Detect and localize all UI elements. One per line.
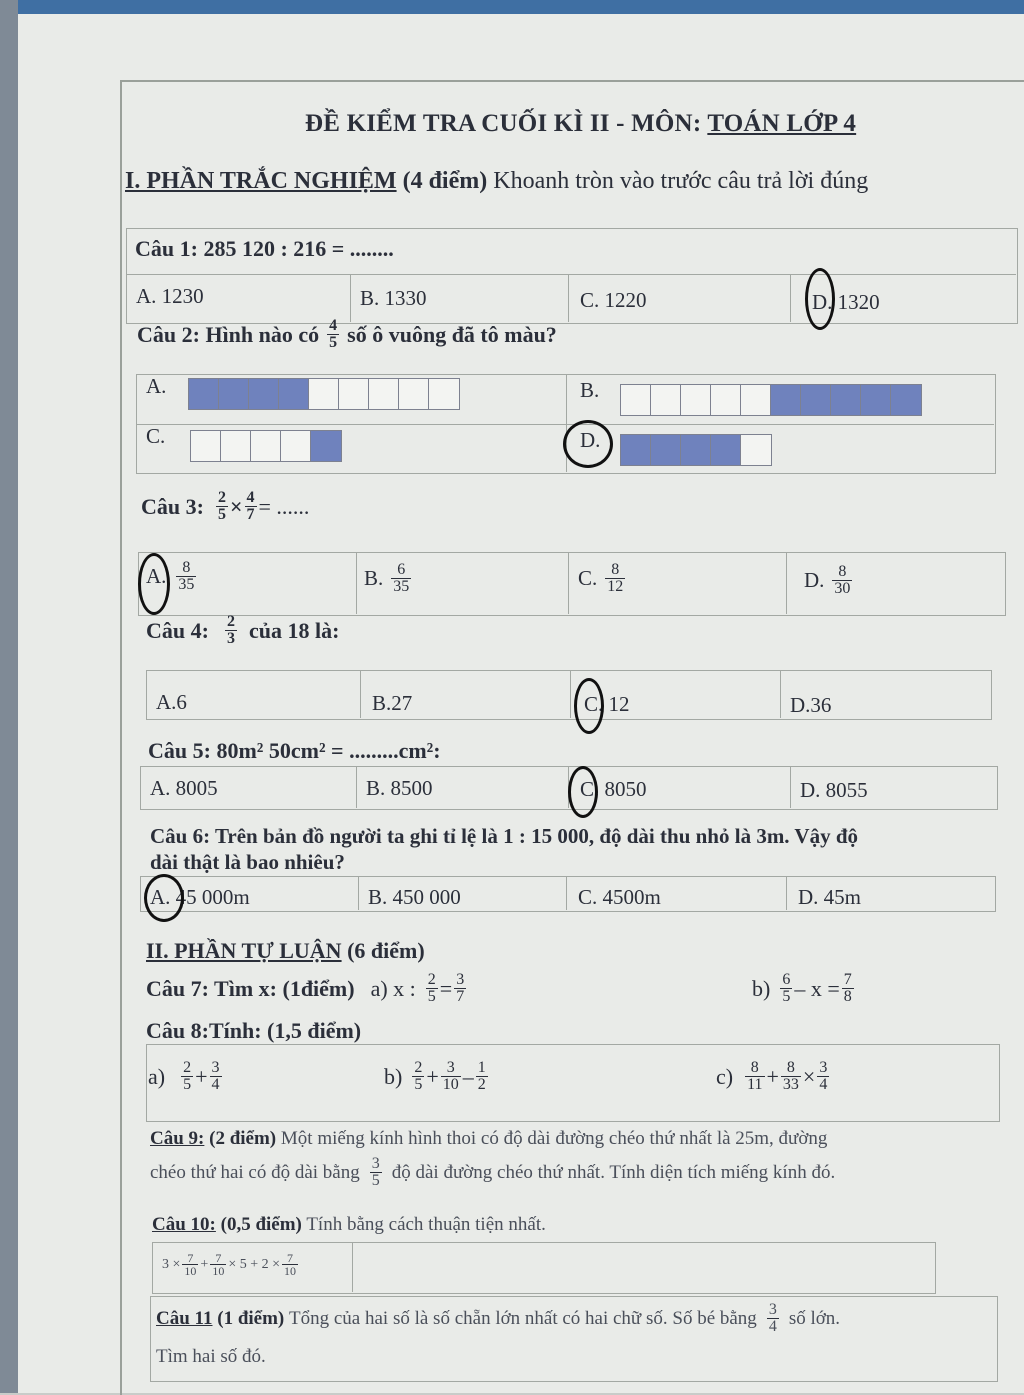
q8-part-a: a) $\frac{2}{5}$ + $\frac{3}{4}$ <box>148 1059 220 1093</box>
q1-option-b[interactable]: B. 1330 <box>360 286 427 310</box>
q2-question: Câu 2: Hình nào có $\frac{4}{5}$ số ô vuông đã tô màu? <box>137 317 557 351</box>
answer-circle-q5 <box>568 766 598 818</box>
q1-question: Câu 1: 285 120 : 216 = ........ <box>135 236 394 261</box>
answer-circle-q6 <box>144 874 184 922</box>
q5-option-c[interactable]: C. 8050 <box>580 777 647 801</box>
q6-table <box>140 876 996 912</box>
q2-label-b[interactable]: B. <box>580 378 600 402</box>
q10-expression: 3 × $\frac{7}{10}$ + $\frac{7}{10}$ × 5 + 2 × $\frac{7}{10}$ <box>162 1251 296 1278</box>
q1-col-divider <box>350 274 351 322</box>
q6-option-d[interactable]: D. 45m <box>798 885 861 909</box>
q6-option-c[interactable]: C. 4500m <box>578 885 661 909</box>
q4-col-divider <box>780 670 781 718</box>
q8-part-c: c) $\frac{8}{11}$ + $\frac{8}{33}$ × $\frac{3}{4}$ <box>716 1059 828 1093</box>
q3-table <box>138 552 1006 616</box>
q8-question: Câu 8:Tính: (1,5 điểm) <box>146 1018 362 1043</box>
q1-option-d[interactable]: D. 1320 <box>812 290 880 314</box>
q1-option-a[interactable]: A. 1230 <box>136 284 204 308</box>
q5-question: Câu 5: 80m² 50cm² = .........cm²: <box>148 738 441 763</box>
q1-row-divider <box>126 274 1016 275</box>
q6-option-b[interactable]: B. 450 000 <box>368 885 461 909</box>
q2-figure-b <box>620 384 922 416</box>
q6-col-divider <box>786 876 787 910</box>
q5-col-divider <box>790 766 791 808</box>
q3-col-divider <box>786 552 787 614</box>
q11-line1: Câu 11 (1 điểm) Tổng của hai số là số chẵn lớn nhất có hai chữ số. Số bé bằng $\frac{3}{4}$ số lớn. <box>156 1301 841 1335</box>
q4-question: Câu 4: $\frac{2}{3}$ của 18 là: <box>146 613 340 647</box>
q4-option-d[interactable]: D.36 <box>790 693 832 717</box>
q2-label-a[interactable]: A. <box>146 374 167 398</box>
q6-option-a[interactable]: A. 45 000m <box>150 885 250 909</box>
answer-circle-q4 <box>574 678 604 734</box>
q3-option-b[interactable]: B. $\frac{6}{35}$ <box>364 561 410 595</box>
q8-part-b: b) $\frac{2}{5}$ + $\frac{3}{10}$ – $\frac{1}{2}$ <box>384 1059 486 1093</box>
q3-option-c[interactable]: C. $\frac{8}{12}$ <box>578 561 624 595</box>
q4-option-c[interactable]: C. 12 <box>584 692 630 716</box>
q10-question: Câu 10: (0,5 điểm) Tính bằng cách thuận tiện nhất. <box>152 1214 546 1235</box>
q3-option-d[interactable]: D. $\frac{8}{30}$ <box>804 563 851 597</box>
q11-line2: Tìm hai số đó. <box>156 1346 266 1367</box>
page-title: ĐỀ KIỂM TRA CUỐI KÌ II - MÔN: TOÁN LỚP 4 <box>305 110 857 137</box>
monitor-bezel-left <box>0 0 18 1393</box>
q6-question-line2: dài thật là bao nhiêu? <box>150 850 345 874</box>
answer-circle-q1 <box>805 268 835 330</box>
q3-col-divider <box>356 552 357 614</box>
answer-circle-q2 <box>563 420 613 468</box>
q2-row-divider <box>136 424 994 425</box>
q1-option-c[interactable]: C. 1220 <box>580 288 647 312</box>
q2-label-d[interactable]: D. <box>580 428 601 452</box>
q8-box <box>146 1044 1000 1122</box>
q9-line2: chéo thứ hai có độ dài bằng $\frac{3}{5}$ độ dài đường chéo thứ nhất. Tính diện tích miếng kính đó. <box>150 1155 836 1189</box>
answer-circle-q3 <box>138 553 170 615</box>
monitor-bezel-top <box>0 0 1024 14</box>
q7-part-b: b) $\frac{6}{5}$ – x = $\frac{7}{8}$ <box>752 971 852 1005</box>
q4-col-divider <box>360 670 361 718</box>
q4-option-a[interactable]: A.6 <box>156 690 187 714</box>
q7-question: Câu 7: Tìm x: (1điểm) a) x : $\frac{2}{5}$ = $\frac{3}{7}$ <box>146 971 465 1005</box>
section-2-heading: II. PHẦN TỰ LUẬN (6 điểm) <box>146 938 425 963</box>
q3-question: Câu 3: $\frac{2}{5}$ × $\frac{4}{7}$ = ...... <box>141 489 310 523</box>
q1-col-divider <box>568 274 569 322</box>
q5-col-divider <box>356 766 357 808</box>
q4-option-b[interactable]: B.27 <box>372 691 413 715</box>
q1-col-divider <box>790 274 791 322</box>
q2-figure-a <box>188 378 460 410</box>
q5-option-d[interactable]: D. 8055 <box>800 778 868 802</box>
q2-label-c[interactable]: C. <box>146 424 166 448</box>
q9-line1: Câu 9: (2 điểm) Một miếng kính hình thoi có độ dài đường chéo thứ nhất là 25m, đường <box>150 1128 828 1149</box>
q10-col-divider <box>352 1242 353 1292</box>
q2-figure-c <box>190 430 342 462</box>
q4-table <box>146 670 992 720</box>
q3-option-a[interactable]: A. $\frac{8}{35}$ <box>146 559 195 593</box>
q5-option-b[interactable]: B. 8500 <box>366 776 433 800</box>
q2-figure-d <box>620 434 772 466</box>
q6-col-divider <box>358 876 359 910</box>
q6-col-divider <box>566 876 567 910</box>
q5-option-a[interactable]: A. 8005 <box>150 776 218 800</box>
q6-question-line1: Câu 6: Trên bản đồ người ta ghi tỉ lệ là 1 : 15 000, độ dài thu nhỏ là 3m. Vậy độ <box>150 824 859 848</box>
q3-col-divider <box>568 552 569 614</box>
section-1-heading: I. PHẦN TRẮC NGHIỆM (4 điểm) Khoanh tròn vào trước câu trả lời đúng <box>125 168 869 194</box>
q4-col-divider <box>570 670 571 718</box>
